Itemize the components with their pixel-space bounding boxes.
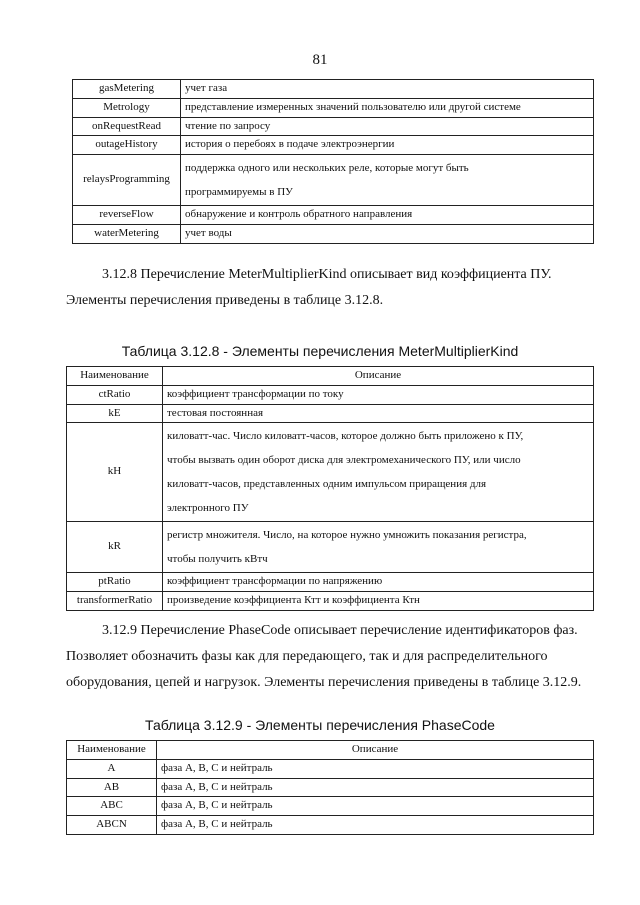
header-description: Описание (157, 741, 594, 760)
paragraph-3-12-8 (66, 262, 594, 314)
description-line: коэффициент трансформации по току (167, 387, 344, 400)
description-line: учет воды (185, 226, 232, 239)
row-description (163, 573, 594, 592)
row-name: AB (67, 778, 157, 797)
description-line: представление измеренных значений пользователю или другой системе (185, 100, 521, 113)
row-description (181, 155, 594, 206)
row-name: kR (67, 522, 163, 573)
table-row (73, 206, 594, 225)
row-name: reverseFlow (73, 206, 181, 225)
row-name: waterMetering (73, 224, 181, 243)
row-name: outageHistory (73, 136, 181, 155)
table-header-row (67, 741, 594, 760)
meter-multiplier-kind-table (66, 366, 594, 611)
table-row (73, 117, 594, 136)
table-row (67, 404, 594, 423)
table-row (67, 797, 594, 816)
row-description (157, 778, 594, 797)
paragraph-3-12-9 (66, 618, 594, 696)
description-line: учет газа (185, 82, 228, 94)
table-row (67, 759, 594, 778)
table-row (73, 136, 594, 155)
row-description (163, 404, 594, 423)
header-name: Наименование (67, 741, 157, 760)
row-name: ptRatio (67, 573, 163, 592)
table-header-row (67, 367, 594, 386)
row-description (157, 816, 594, 835)
table-row (67, 573, 594, 592)
row-description (163, 592, 594, 611)
features-table (72, 79, 594, 244)
description-line: чтобы получить кВтч (167, 553, 268, 566)
description-line: фаза А, В, С и нейтраль (161, 780, 273, 793)
phase-code-table-body (67, 759, 594, 834)
description-line: регистр множителя. Число, на которое нужно умножить показания регистра, (167, 529, 527, 542)
features-table-body (73, 80, 594, 244)
paragraph-line: Позволяет обозначить фазы как для передающего, так и для распределительного (66, 649, 548, 664)
row-name: Metrology (73, 98, 181, 117)
description-line: киловатт-часов, представленных одним импульсом приращения для (167, 478, 487, 491)
meter-multiplier-kind-table-body (67, 385, 594, 610)
table-row (67, 778, 594, 797)
row-description (181, 224, 594, 243)
table-caption-3-12-8: Таблица 3.12.8 - Элементы перечисления MeterMultiplierKind (121, 343, 519, 359)
description-line: история о перебоях в подаче электроэнергии (185, 138, 395, 151)
row-description (163, 385, 594, 404)
table-row (67, 522, 594, 573)
row-name: relaysProgramming (73, 155, 181, 206)
phase-code-table (66, 740, 594, 835)
row-description (181, 98, 594, 117)
table-row (73, 224, 594, 243)
table-row (67, 592, 594, 611)
paragraph-line: 3.12.9 Перечисление PhaseCode описывает перечисление идентификаторов фаз. (102, 623, 578, 638)
table-row (73, 98, 594, 117)
description-line: чтение по запросу (185, 119, 271, 132)
table-row (67, 385, 594, 404)
page-number: 81 (312, 52, 328, 68)
row-description (181, 80, 594, 99)
header-name: Наименование (67, 367, 163, 386)
description-line: произведение коэффициента Ктт и коэффициента Ктн (167, 594, 420, 606)
table-row (67, 816, 594, 835)
row-name: ctRatio (67, 385, 163, 404)
table-row (73, 155, 594, 206)
row-description (163, 423, 594, 522)
row-description (157, 759, 594, 778)
description-line: фаза А, В, С и нейтраль (161, 761, 273, 774)
description-line: коэффициент трансформации по напряжению (167, 575, 383, 588)
description-line: электронного ПУ (167, 502, 249, 515)
paragraph-line: 3.12.8 Перечисление MeterMultiplierKind описывает вид коэффициента ПУ. (102, 267, 552, 282)
description-line: тестовая постоянная (167, 406, 264, 419)
table-row (67, 423, 594, 522)
row-name: kH (67, 423, 163, 522)
description-line: обнаружение и контроль обратного направления (185, 208, 413, 220)
row-description (181, 117, 594, 136)
row-name: ABCN (67, 816, 157, 835)
description-line: фаза А, В, С и нейтраль (161, 818, 273, 830)
row-description (181, 206, 594, 225)
row-name: ABC (67, 797, 157, 816)
row-name: A (67, 759, 157, 778)
description-line: поддержка одного или нескольких реле, которые могут быть (185, 162, 469, 174)
description-line: чтобы вызвать один оборот диска для электромеханического ПУ, или число (167, 454, 521, 467)
table-row (73, 80, 594, 99)
description-line: фаза А, В, С и нейтраль (161, 799, 273, 812)
row-description (181, 136, 594, 155)
row-name: onRequestRead (73, 117, 181, 136)
paragraph-line: Элементы перечисления приведены в таблице 3.12.8. (66, 293, 384, 308)
row-description (157, 797, 594, 816)
description-line: программируемы в ПУ (185, 186, 293, 198)
header-description: Описание (163, 367, 594, 386)
row-name: gasMetering (73, 80, 181, 99)
row-name: transformerRatio (67, 592, 163, 611)
paragraph-line: оборудования, цепей и нагрузок. Элементы перечисления приведены в таблице 3.12.9. (66, 675, 582, 690)
description-line: киловатт-час. Число киловатт-часов, которое должно быть приложено к ПУ, (167, 430, 524, 443)
row-description (163, 522, 594, 573)
table-caption-3-12-9: Таблица 3.12.9 - Элементы перечисления PhaseCode (145, 717, 495, 733)
row-name: kE (67, 404, 163, 423)
